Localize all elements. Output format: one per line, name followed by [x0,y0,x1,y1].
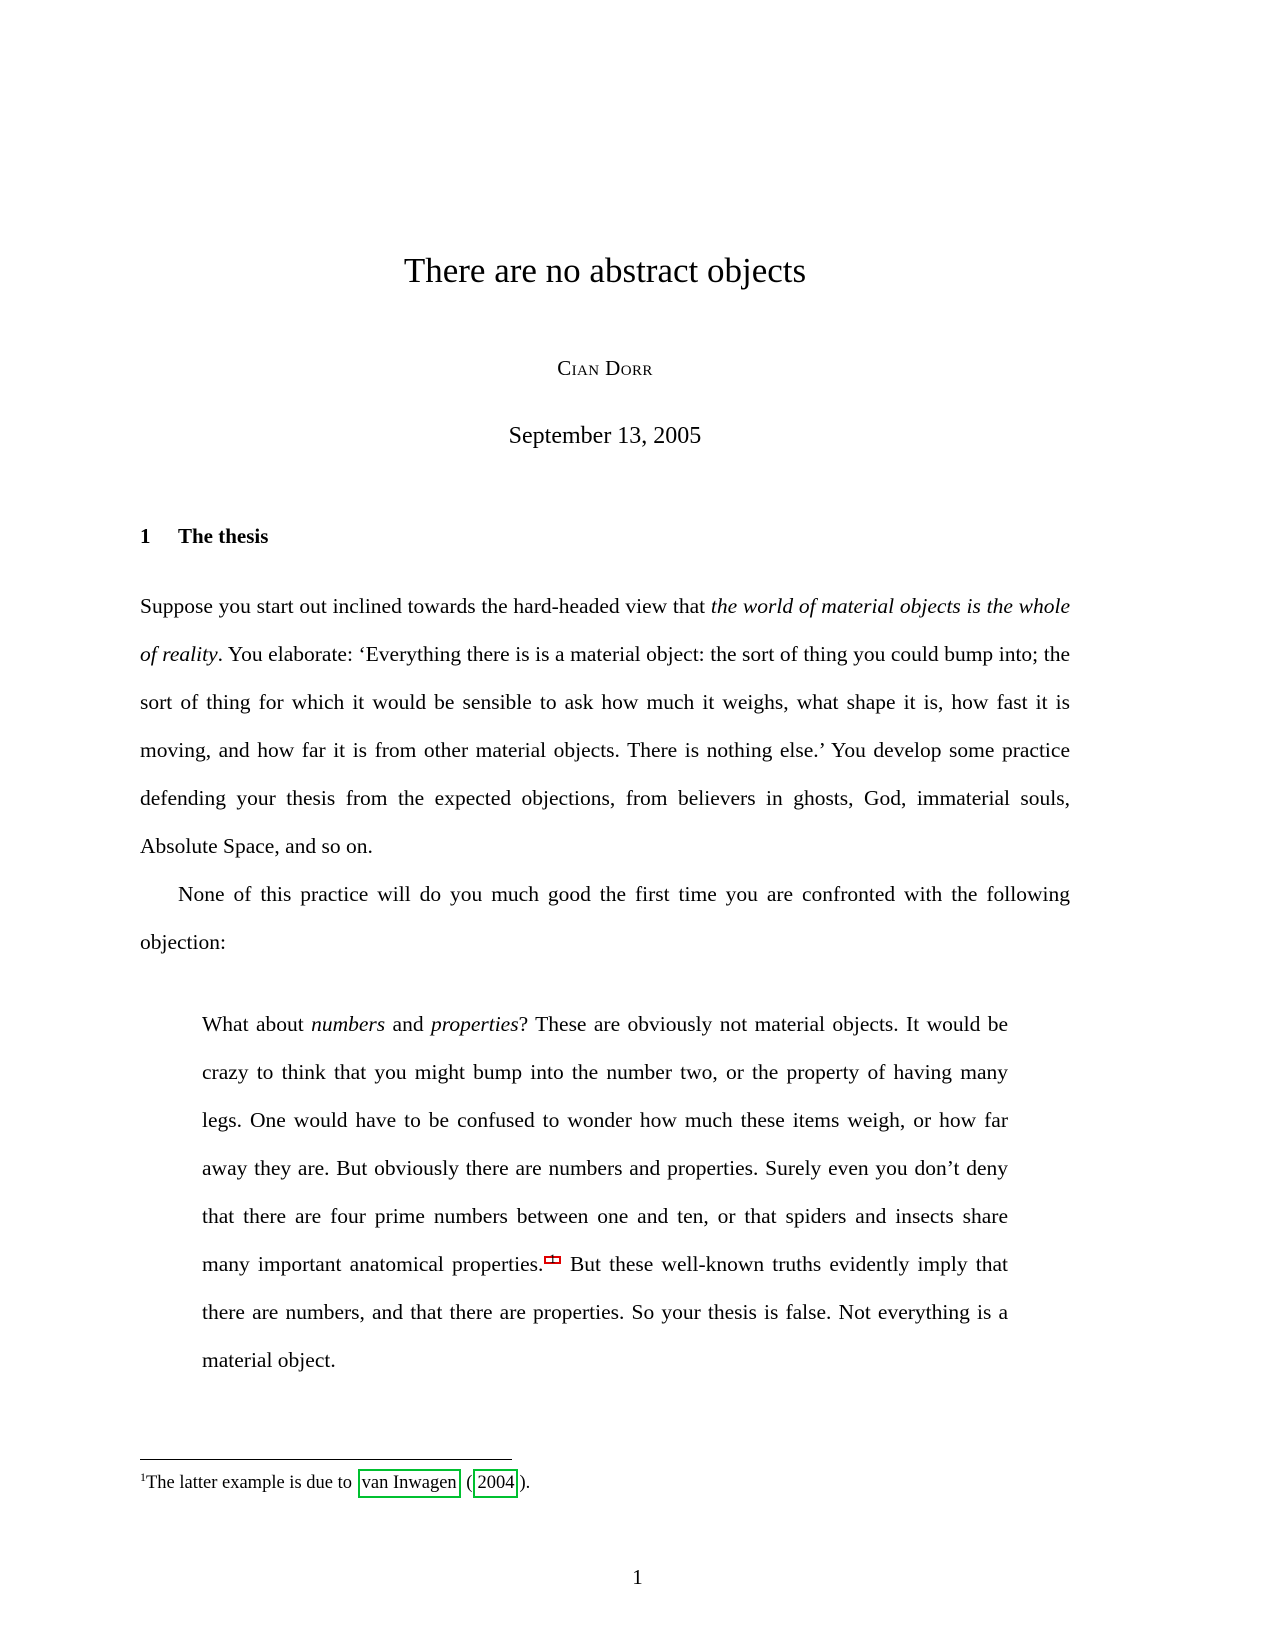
paragraph-text-segment: . You elaborate: ‘Everything there is is a material object: the sort of thing you could bump into; the sort of thing for which it would be sensible to ask how much it weighs, what shape it is, how fast it is moving, and how far it is from other material objects. There is nothing else.’ You develop some practice defending your thesis from the expected objections, from believers in ghosts, God, immaterial souls, Absolute Space, and so on. [140,642,1070,858]
blockquote-objection [202,1000,1008,1384]
blockquote-text [202,1000,1008,1384]
section-heading [140,524,1070,549]
quote-text-segment: and [385,1012,431,1036]
document-date: September 13, 2005 [508,423,702,449]
footnote-number: 1 [140,1469,146,1484]
paragraph-text-segment: Suppose you start out inclined towards the hard-headed view that [140,594,711,618]
emphasis-properties: properties [431,1012,519,1036]
document-author: Cian Dorr [557,356,653,380]
section-number: 1 [140,524,151,548]
footnote-entry [140,1468,1070,1498]
quote-text-segment: What about [202,1012,312,1036]
footnote-paren-close: ). [519,1473,531,1493]
footnote-separator-rule [140,1459,512,1460]
footnote-text-segment: The latter example is due to [146,1473,357,1493]
footnote-paren-open: ( [461,1473,473,1493]
emphasis-thesis-claim: the world of material objects is the whole of reality [140,594,1070,666]
footnote-reference-marker[interactable]: 1 [544,1256,561,1264]
paragraph-thesis [140,582,1070,870]
quote-text-segment: ? These are obviously not material objects. It would be crazy to think that you might bump into the number two, or the property of having many legs. One would have to be confused to wonder how much these items weigh, or how far away they are. But obviously there are numbers and properties. Surely even you don’t deny that there are four prime numbers between one and ten, or that spiders and insects share many important anatomical properties. [202,1012,1009,1276]
quote-text-segment: But these well-known truths evidently imply that there are numbers, and that there are properties. So your thesis is false. Not everything is a material object. [202,1252,1008,1372]
citation-author-link[interactable]: van Inwagen [358,1469,461,1498]
document-title: There are no abstract objects [403,251,807,290]
citation-year-link[interactable]: 2004 [473,1469,518,1498]
paragraph-objection-intro: None of this practice will do you much good the first time you are confronted with the following objection: [140,882,1070,954]
section-title: The thesis [178,524,269,548]
emphasis-numbers: numbers [311,1012,386,1036]
page-content [140,0,1070,1384]
page-number: 1 [632,1565,643,1589]
